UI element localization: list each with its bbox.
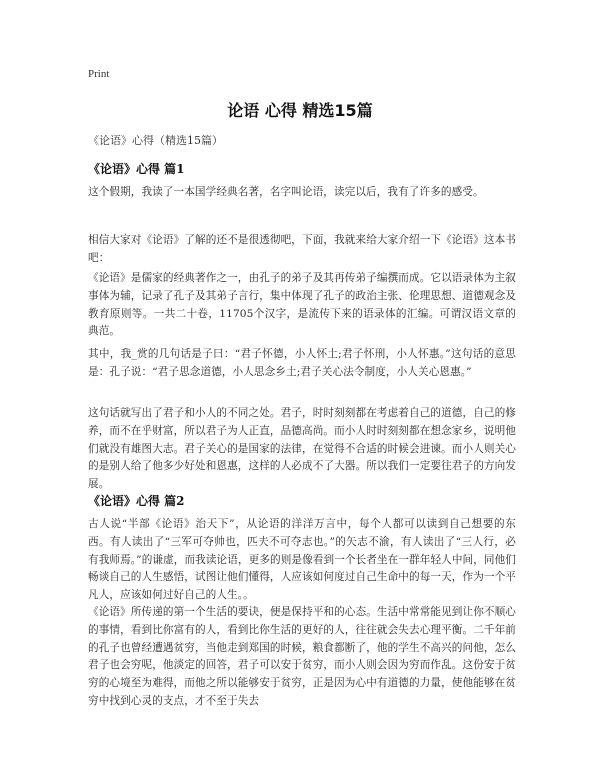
page-title: 论语 心得 精选15篇	[227, 101, 373, 120]
section-heading: 《论语》心得 篇2	[88, 494, 185, 508]
paragraph: 这个假期，我读了一本国学经典名著，名字叫论语，读完以后，我有了许多的感受。	[88, 186, 484, 198]
print-link[interactable]: Print	[88, 68, 110, 80]
page-subtitle: 《论语》心得（精选15篇）	[88, 134, 223, 147]
section-heading: 《论语》心得 篇1	[88, 162, 185, 176]
paragraph: 《论语》所传递的第一个生活的要诀，便是保持平和的心态。生活中常常能见到让你不顺心的事情，看到比你富有的人，看到比你生活的更好的人，往往就会失去心理平衡。二千年前的孔子也曾经遭遇贫穷，当他走到郑国的时候，粮食都断了，他的学生不高兴的问他，怎么君子也会穷呢，他淡定的回答，君子可以安于贫穷，而小人则会因为穷而作乱。这份安于贫穷的心境至为难得，而他之所以能够安于贫穷，正是因为心中有道德的力量，使他能够在贫穷中找到心灵的支点，才不至于失去	[88, 606, 516, 707]
paragraph: 相信大家对《论语》了解的还不是很透彻吧，下面，我就来给大家介绍一下《论语》这本书吧：	[88, 234, 516, 264]
paragraph: 《论语》是儒家的经典著作之一，由孔子的弟子及其再传弟子编撰而成。它以语录体为主叙事体为辅，记录了孔子及其弟子言行，集中体现了孔子的政治主张、伦理思想、道德观念及教育原则等。一共二十卷，11705个汉字，是流传下来的语录体的汇编。可谓汉语文章的典范。	[88, 272, 516, 338]
paragraph: 其中，我_赏的几句话是子曰：“君子怀德，小人怀土;君子怀刑，小人怀惠。”这句话的意思是：孔子说：“君子思念道德，小人思念乡土;君子关心法令制度，小人关心恩惠。”	[88, 348, 516, 378]
paragraph: 这句话就写出了君子和小人的不同之处。君子，时时刻刻都在考虑着自己的道德，自己的修养，而不在乎财富，所以君子为人正直，品德高尚。而小人时时刻刻都在想念家乡，说明他们就没有雄图大志。君子关心的是国家的法律，在觉得不合适的时候会进谏。而小人则关心的是别人给了他多少好处和恩惠，这样的人必成不了大器。所以我们一定要往君子的方向发展。	[88, 407, 516, 491]
paragraph: 古人说“半部《论语》治天下”，从论语的洋洋万言中，每个人都可以读到自己想要的东西。有人读出了“三军可夺帅也，匹夫不可夺志也。”的矢志不渝，有人读出了“三人行，必有我师焉。”的谦虚，而我读论语，更多的则是像看到一个长者坐在一群年轻人中间，同他们畅谈自己的人生感悟，试图让他们懂得，人应该如何度过自己生命中的每一天，作为一个平凡人，应该如何过好自己的人生。。	[88, 518, 516, 602]
